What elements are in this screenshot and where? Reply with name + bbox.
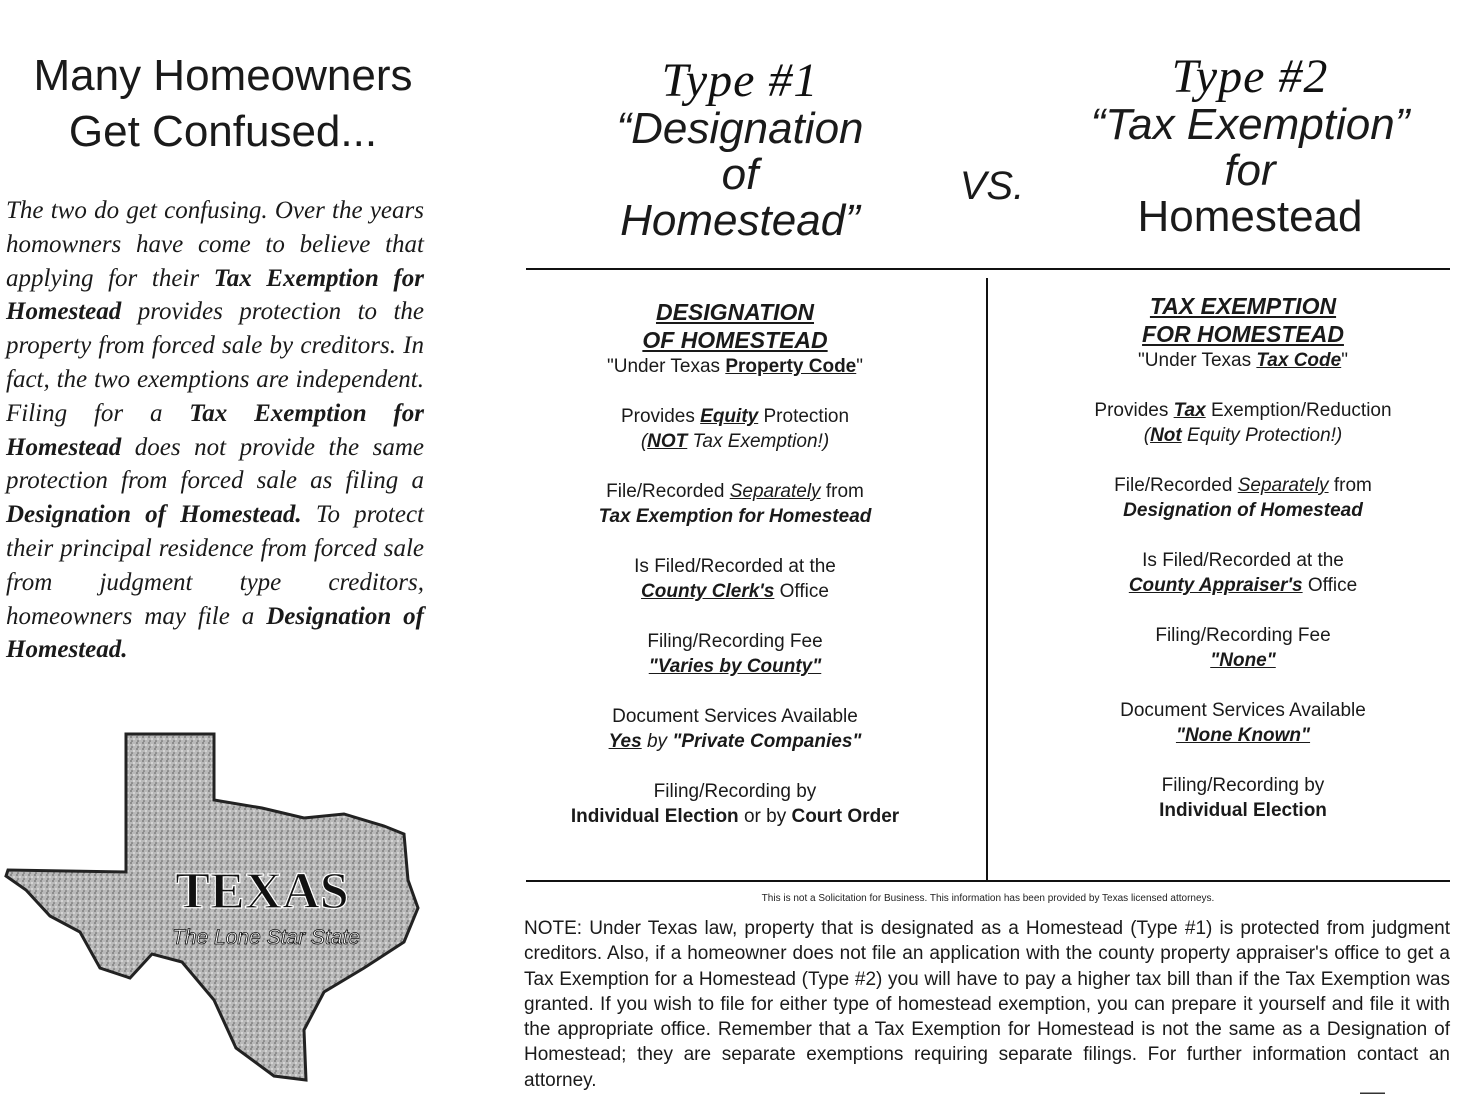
map-label-main: TEXAS	[175, 863, 349, 920]
type1-title-line2: of	[721, 150, 759, 199]
intro-run: Designation of Homestead.	[6, 501, 302, 529]
intro-run: does not provide the same protection from forced sale as filing a	[6, 433, 424, 495]
left-title-line2: Get Confused...	[68, 107, 378, 156]
col2-services: Document Services Available "None Known"	[1120, 700, 1366, 746]
type2-header	[1060, 52, 1440, 240]
col2-provides: Provides Tax Exemption/Reduction (Not Equity Protection!)	[1094, 400, 1392, 446]
note-paragraph: NOTE: Under Texas law, property that is designated as a Homestead (Type #1) is protected from judgment creditors. Also, if a homeowner does not file an application with the county property appraiser's office to get a Tax Exemption for a Homestead (Type #2) you will have to pay a higher tax bill than if the Tax Exemption was granted. If you wish to file for either type of homestead exemption, you can prepare it yourself and file it with the appropriate office. Remember that a Tax Exemption for Homestead is not the same as a Designation of Homestead; they are separate exemptions requiring separate filings. For further information contact an attorney.	[524, 918, 1450, 1091]
type1-title-line3: Homestead”	[620, 196, 860, 245]
col2-filed: File/Recorded Separately from Designation of Homestead	[1114, 475, 1372, 521]
col1-fee: Filing/Recording Fee "Varies by County"	[647, 631, 823, 677]
texas-map-image	[4, 730, 424, 1090]
table-divider	[986, 278, 988, 882]
col2-filing-by: Filing/Recording by Individual Election	[1159, 775, 1327, 821]
type1-title-line1: “Designation	[616, 104, 864, 153]
intro-run: Designation of Homestead.	[6, 602, 424, 664]
disclaimer-text: This is not a Solicitation for Business. This information has been provided by Texas licensed attorneys.	[761, 893, 1215, 904]
col2-fee: Filing/Recording Fee "None"	[1155, 625, 1331, 671]
col1-services: Document Services Available Yes by "Private Companies"	[608, 706, 862, 752]
col1-office: Is Filed/Recorded at the County Clerk's Office	[634, 556, 836, 602]
map-label-sub: The Lone Star State	[172, 926, 360, 949]
intro-run: To protect their principal residence from forced sale from judgment type creditors, homeowners may file a	[6, 501, 425, 630]
col2-office: Is Filed/Recorded at the County Appraiser's Office	[1128, 550, 1358, 596]
table-top-rule	[526, 268, 1450, 270]
col2-heading-line2: FOR HOMESTEAD	[1142, 321, 1344, 347]
type1-label: Type #1	[661, 54, 819, 107]
col1-provides: Provides Equity Protection (NOT Tax Exemption!)	[620, 406, 850, 452]
tax-exemption-column	[1000, 292, 1466, 823]
type2-title-line3: Homestead	[1137, 192, 1363, 241]
form-code-mark: ▬▬▬▬▬	[1360, 1090, 1385, 1096]
col1-code-name: Property Code	[725, 356, 857, 377]
designation-column	[530, 298, 940, 829]
type2-title-line2: for	[1224, 146, 1276, 195]
col1-filing-by: Filing/Recording by Individual Election or by Court Order	[570, 781, 900, 827]
intro-run: The two do get confusing. Over the years homowners have come to believe that applying for their	[6, 197, 424, 292]
col1-heading-line2: OF HOMESTEAD	[642, 327, 828, 353]
intro-run: provides protection to the property from forced sale by creditors. In fact, the two exemptions are independent. Filing for a	[6, 298, 424, 427]
intro-run: Tax Exemption for Homestead	[6, 399, 424, 461]
col1-heading-line1: DESIGNATION	[655, 299, 815, 325]
intro-paragraph	[6, 194, 424, 667]
col1-filed: File/Recorded Separately from Tax Exemption for Homestead	[598, 481, 872, 527]
col2-code-line: "Under Texas Tax Code"	[1138, 350, 1348, 371]
type2-title-line1: “Tax Exemption”	[1090, 100, 1410, 149]
versus-label: VS.	[959, 164, 1025, 208]
col2-code-name: Tax Code	[1256, 350, 1342, 371]
left-title-line1: Many Homeowners	[33, 51, 413, 100]
col2-heading-line1: TAX EXEMPTION	[1149, 293, 1337, 319]
table-bottom-rule	[526, 880, 1450, 882]
type2-label: Type #2	[1171, 50, 1329, 103]
col1-code-line: "Under Texas Property Code"	[606, 356, 863, 377]
type1-header	[560, 56, 920, 244]
intro-run: Tax Exemption for Homestead	[6, 264, 424, 326]
left-title	[8, 48, 438, 160]
